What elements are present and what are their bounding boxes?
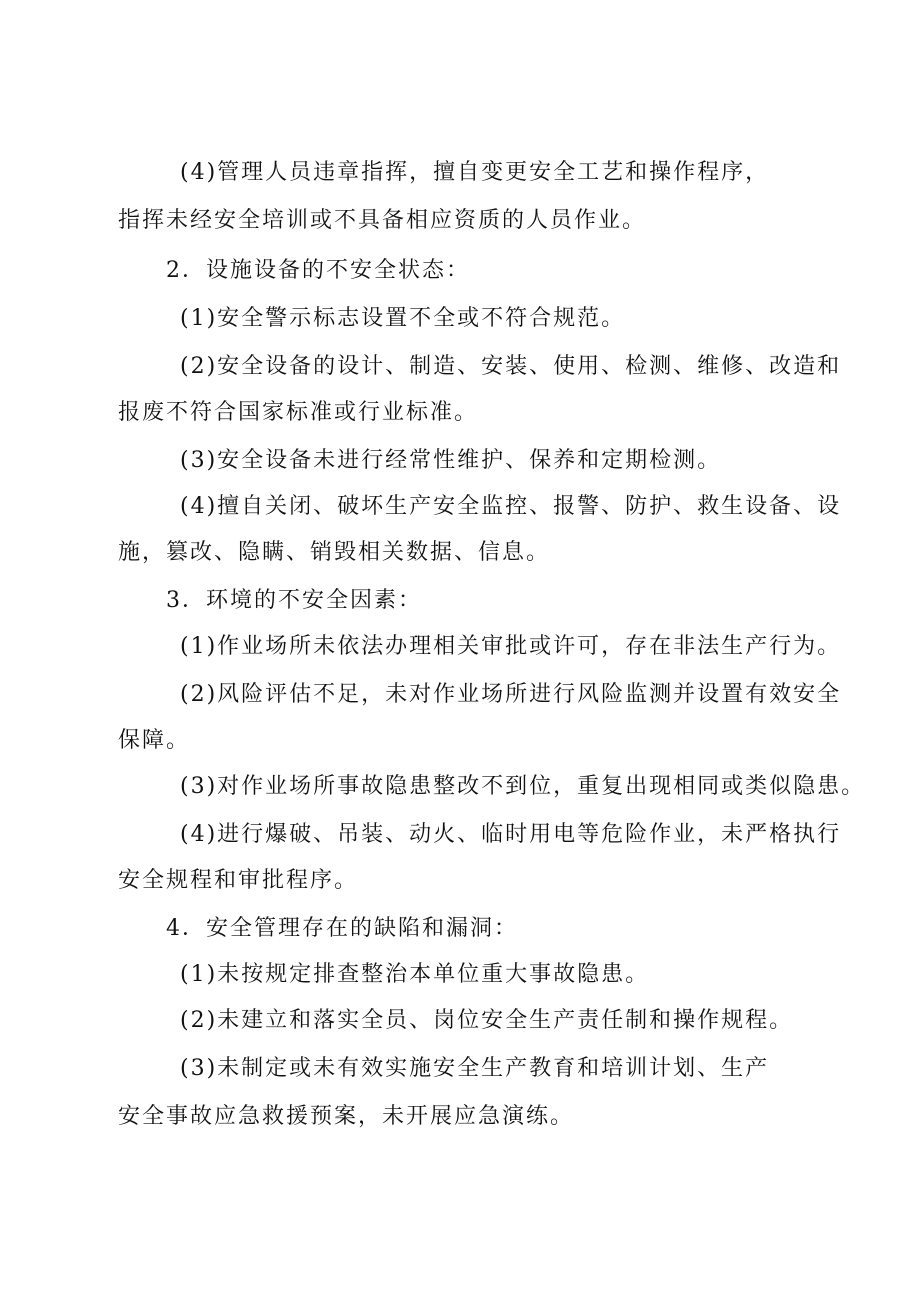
section-heading: 2．设施设备的不安全状态：	[166, 258, 470, 283]
paragraph-line: 安全事故应急救援预案，未开展应急演练。	[118, 1104, 575, 1129]
paragraph-line: 指挥未经安全培训或不具备相应资质的人员作业。	[118, 208, 647, 233]
paragraph-line: 保障。	[118, 728, 191, 753]
paragraph-line: (1)安全警示标志设置不全或不符合规范。	[180, 306, 626, 331]
paragraph-line: (2)安全设备的设计、制造、安装、使用、检测、维修、改造和	[180, 354, 842, 379]
paragraph-line: (1)作业场所未依法办理相关审批或许可，存在非法生产行为。	[180, 634, 842, 659]
paragraph-line: (4)擅自关闭、破坏生产安全监控、报警、防护、救生设备、设	[180, 494, 842, 519]
paragraph-line: 安全规程和审批程序。	[118, 868, 359, 893]
section-heading: 3．环境的不安全因素：	[166, 588, 422, 613]
paragraph-line: (4)管理人员违章指挥，擅自变更安全工艺和操作程序，	[180, 160, 770, 185]
paragraph-line: 施，篡改、隐瞒、销毁相关数据、信息。	[118, 540, 551, 565]
paragraph-line: (4)进行爆破、吊装、动火、临时用电等危险作业，未严格执行	[180, 822, 842, 847]
paragraph-line: (2)风险评估不足，未对作业场所进行风险监测并设置有效安全	[180, 682, 842, 707]
paragraph-line: (3)对作业场所事故隐患整改不到位，重复出现相同或类似隐患。	[180, 774, 866, 799]
paragraph-line: (1)未按规定排查整治本单位重大事故隐患。	[180, 962, 650, 987]
paragraph-line: (3)未制定或未有效实施安全生产教育和培训计划、生产	[180, 1056, 770, 1081]
paragraph-line: 报废不符合国家标准或行业标准。	[118, 400, 479, 425]
paragraph-line: (3)安全设备未进行经常性维护、保养和定期检测。	[180, 448, 722, 473]
section-heading: 4．安全管理存在的缺陷和漏洞：	[166, 916, 518, 941]
paragraph-line: (2)未建立和落实全员、岗位安全生产责任制和操作规程。	[180, 1008, 794, 1033]
